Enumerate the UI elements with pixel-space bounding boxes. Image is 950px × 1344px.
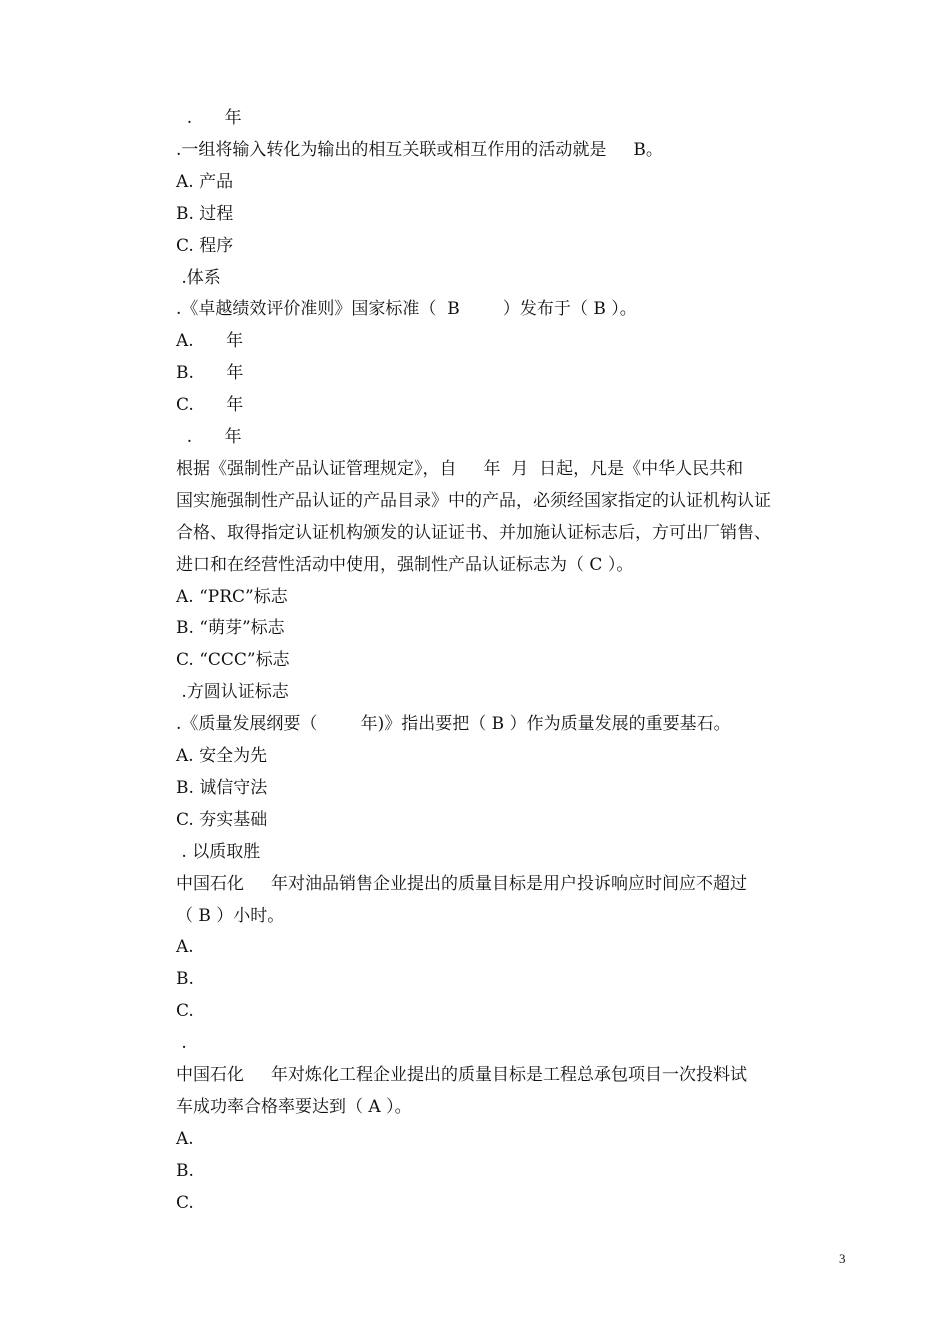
option-d: .体系 [176, 267, 221, 288]
question-3-line-4: 进口和在经营性活动中使用，强制性产品认证标志为（ C ）。 [176, 554, 634, 575]
option-a: A. 年 [176, 331, 244, 352]
option-b: B. [176, 969, 194, 990]
option-c: C. 程序 [176, 235, 234, 256]
option-a: A. “PRC”标志 [176, 586, 288, 607]
question-3-line-1: 根据《强制性产品认证管理规定》，自 年 月 日起，凡是《中华人民共和 [176, 458, 744, 479]
option-c: C. [176, 1192, 194, 1213]
question-3-line-2: 国实施强制性产品认证的产品目录》中的产品，必须经国家指定的认证机构认证 [176, 490, 771, 511]
question-2: .《卓越绩效评价准则》国家标准（ B ）发布于（ B ）。 [176, 299, 637, 320]
page-number: 3 [839, 1251, 846, 1266]
option-b: B. 诚信守法 [176, 777, 268, 798]
option-a: A. 产品 [176, 171, 234, 192]
option-c: C. [176, 1001, 194, 1022]
option-c: C. “CCC”标志 [176, 650, 290, 671]
question-5-line-1: 中国石化 年对油品销售企业提出的质量目标是用户投诉响应时间应不超过 [176, 873, 748, 894]
question-6-line-1: 中国石化 年对炼化工程企业提出的质量目标是工程总承包项目一次投料试 [176, 1065, 748, 1085]
question-4: .《质量发展纲要（ 年)》指出要把（ B ）作为质量发展的重要基石。 [176, 714, 731, 735]
question-6-line-2: 车成功率合格率要达到（ A ）。 [176, 1096, 412, 1117]
option-c: C. 夯实基础 [176, 809, 268, 830]
option-c: C. 年 [176, 395, 244, 416]
option-a: A. 安全为先 [176, 746, 268, 766]
option-b: B. [176, 1160, 194, 1181]
option-d: .方圆认证标志 [176, 682, 289, 703]
question-1: .一组将输入转化为输出的相互关联或相互作用的活动就是 B。 [176, 139, 663, 160]
question-3-line-3: 合格、取得指定认证机构颁发的认证证书、并加施认证标志后，方可出厂销售、 [176, 522, 771, 543]
option-b: B. 过程 [176, 203, 234, 224]
option-a: A. [176, 1128, 194, 1149]
question-5-line-2: （ B ）小时。 [176, 905, 285, 926]
option-d: . 以质取胜 [176, 841, 261, 862]
option-d: . 年 [176, 427, 242, 447]
option-b: B. 年 [176, 363, 244, 384]
text-line: . 年 [176, 108, 242, 128]
option-b: B. “萌芽”标志 [176, 618, 285, 639]
option-d: . [176, 1033, 187, 1054]
option-a: A. [176, 937, 194, 958]
